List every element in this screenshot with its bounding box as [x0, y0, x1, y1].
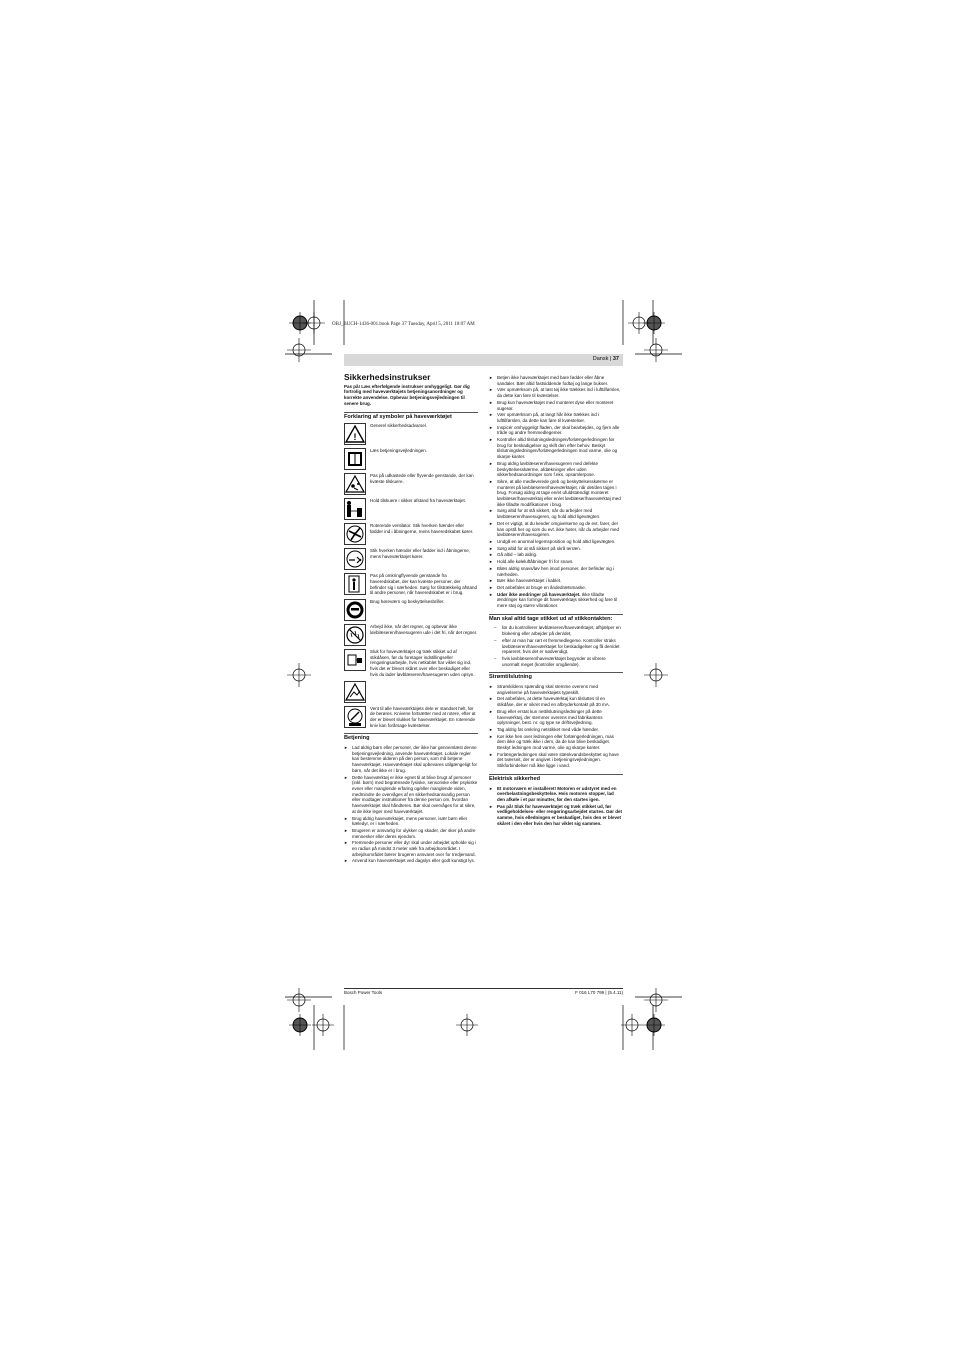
list-item-text: Kontroller altid tilslutningsledningen/forlængerledningen før brug for beskadigelser og skift den efter behov. Beskyt tilslutningsledningen/forlængerledningen mod varme, olie og skarpe kanter. [497, 437, 618, 460]
list-item: ► Udør ikke ændringer på haveværktøjet. Ikke tilladte ændringer kan forringe dit haveværktøjs sikkerhed og føre til mere støj og større vibrationer. [489, 591, 618, 609]
modify-bold: Udør ikke ændringer på haveværktøjet. [497, 591, 581, 597]
list-item-text: Sørg altid for at stå sikkert på skrå terræn. [497, 545, 582, 551]
list-item-text: Vær opmærksom på, at løst tøj ikke trækkes ind i lufttilførslen, da dette kan føre til kvæstelser. [497, 387, 621, 399]
list-item-text: Det anbefales at bruge en åndedrætsmaske. [497, 584, 587, 590]
modify-rest: Ikke tilladte ændringer kan forringe dit haveværktøjs sikkerhed og føre til mere støj og større vibrationer. [497, 591, 618, 609]
list-item-text: Brug eller erstat kun nettilslutningsledninger på dette haveværktøj, der stemmer overens med fabrikantens oplysninger, best. nr. og type se driftsvejledning. [497, 708, 603, 726]
list-item-text: Gå altid – løb aldrig. [497, 552, 538, 558]
bullet-arrow-icon: ► [489, 751, 493, 757]
bullet-arrow-icon: ► [489, 552, 493, 558]
bullet-arrow-icon: ► [344, 858, 348, 864]
list-item-text: Hold alle køleluftåbninger fri for snavs. [497, 559, 574, 565]
footer-brand: Bosch Power Tools [344, 990, 383, 995]
list-item-text: efter at man har rørt et fremmedlegeme. Kontroller straks løvblæseren/haveværktøjet for beskadigelser og få den/det repareret, hvis det er nødvendigt, [502, 637, 620, 655]
bullet-arrow-icon: ► [489, 424, 493, 430]
intro-text: Pas på! Læs efterfølgende instrukser omhyggeligt. Gør dig fortrolig med haveværktøjets betjeningsanordninger og korrekte anvendelse. Opbevar betjeningsvejledningen til senere brug. [344, 383, 470, 406]
registration-crosshair-icon [621, 1014, 643, 1036]
bullet-arrow-icon: ► [489, 412, 493, 418]
bullet-arrow-icon: ► [344, 827, 348, 833]
list-item-text: Dette haveværktøj er ikke egnet til at blive brugt af personer (inkl. børn) med begrænsede fysiske, sensoriske eller psykiske evner eller manglende erfaring og/eller manglende viden, medmindre de overvåges af en sikkerhedsansvarlig person eller modtager instruktioner fra denne person om, hvordan haveværktøjet skal håndteres. Bør skal overvåges for at sikre, at de ikke leger med haveværktøjet. [352, 774, 478, 814]
list-item-text: Det er vigtigt, at du kender omgivelserne og de evt. farer, der kan opstå her og som du evt. ikke hører, når du arbejder med løvblæseren/havesugeren. [497, 520, 620, 538]
dash-marker: – [494, 637, 497, 643]
bullet-arrow-icon: ► [489, 375, 493, 380]
registration-crosshair-icon [312, 1014, 334, 1036]
svg-text:!: ! [353, 432, 357, 443]
bullet-arrow-icon: ► [489, 559, 493, 565]
list-item-text: Anvend kun haveværktøjet ved dagslys eller godt kunstigt lys. [352, 858, 476, 864]
bullet-arrow-icon: ► [489, 460, 493, 466]
bullet-arrow-icon: ► [489, 387, 493, 393]
electric-heading: Elektrisk sikkerhed [489, 774, 623, 783]
bullet-arrow-icon: ► [489, 538, 493, 544]
list-item-text: Kør ikke hen over ledningen eller forlængerledningen, mas dem ikke og træk ikke i dem, da de kan blive beskadiget. Beskyt ledningen mod varme, olie og skarpe kanter. [497, 733, 614, 751]
bullet-arrow-icon: ► [489, 584, 493, 590]
registration-crosshair-icon [644, 338, 668, 362]
symbol-description: Vent til alle haveværktøjets dele er standset helt, før de berøres. Knivene fortsætter med at rotere, efter at der er blevet slukket for haveværktøjet. En roterende kniv kan forårsage kvæstelser. [370, 705, 476, 728]
bullet-arrow-icon: ► [489, 803, 493, 809]
bullet-arrow-icon: ► [489, 520, 493, 526]
bullet-arrow-icon: ► [344, 745, 348, 751]
power-heading: Strømtilslutning [489, 672, 623, 681]
dash-marker: – [494, 655, 497, 661]
list-item-text: før du kontrollerer løvblæseren/haveværktøjet, afhjælper en blokering eller arbejder på den/det, [502, 625, 621, 637]
symbol-description: Generel sikkerhedsadvarsel. [370, 423, 428, 429]
symbol-description: Stik hverken hænder eller fødder ind i åbningerne, mens haveværktøjet kører. [370, 548, 471, 559]
registration-crosshair-icon [628, 312, 650, 334]
unplug-heading: Man skal altid tage stikket ud af stikkontakten: [489, 614, 623, 623]
bullet-arrow-icon: ► [344, 774, 348, 780]
symbol-description: Roterende ventilator. Stik hverken hænder eller fødder ind i åbningerne, mens haveredskabet kører. [370, 523, 474, 534]
registration-crosshair-icon [287, 338, 311, 362]
list-item-text: Lad aldrig børn eller personer, der ikke har gennemlæst denne betjeningsvejledning, anvende haveværktøjet. Lokale regler kan bestemme alderen på den person, som må betjene haveværktøjet. Haveværktøjet skal opbevares utilgængeligt for børn, når det ikke er i brug. [352, 745, 478, 773]
list-item-text: Sørg altid for at stå sikkert, når du arbejder med løvblæseren/havesugeren, og hold altid ligevægten. [497, 508, 601, 520]
header-page-number: 37 [612, 356, 619, 362]
list-item-text: Vær opmærksom på, at langt hår ikke trækkes ind i lufttilførslen, da dette kan føre til kvæstelser. [497, 412, 600, 423]
list-item-text: Betjen ikke haveværktøjet med bare fødder eller åbne sandaler. Bær altid fastsiddende fodtøj og lange bukser. [497, 375, 609, 386]
symbol-description: Arbejd ikke, når det regner, og opbevar ikke løvblæseren/havesugeren ude i det fri, når det regner. [370, 624, 478, 635]
symbol-description: Sluk for haveværktøjet og træk stikket ud af stikdåsen, før du foretager indstillingseller rengøringsarbejde, hvis netkablet har viklet sig ind, hvis det er blevet skåret over eller beskadiget eller hvis du lader løvblæseren/havesugeren uden opsyn. [370, 649, 475, 677]
list-item-text: Brug aldrig løvblæseren/havesugeren med defekte beskyttelsesskærme, afdækninger eller uden sikkerhedsanordninger som f.eks. opsamlerpose. [497, 460, 599, 478]
registration-disc-icon [643, 1014, 665, 1036]
registration-crosshair-icon [287, 663, 311, 687]
header-text: Dansk | 37 [592, 356, 619, 362]
list-item-text: Brug kun haveværktøjet med monteret dyse eller monteret sugerør. [497, 399, 614, 411]
bullet-arrow-icon: ► [489, 684, 493, 690]
print-info-line: OBJ_BUCH-1436-001.book Page 37 Tuesday, April 5, 2011 10:07 AM [332, 322, 475, 327]
bullet-arrow-icon: ► [489, 578, 493, 584]
list-item-text: Pas på! Sluk for haveværktøjet og træk stikket ud, før vedligeholdelses- eller rengøringsarbejdet startes. Gør det samme, hvis elledningen er beskadiget, hvis den er blevet skåret i den eller hvis den har viklet sig sammen. [497, 803, 623, 826]
list-item-text: Forlængerledningen skal være stænkvandsbeskyttet og have det tværsnit, der er angivet i betjeningsvejledningen. Stikforbindelser må ikke ligge i vand. [497, 751, 619, 769]
dash-marker: – [494, 625, 497, 631]
symbol-description: Brug høreværn og beskyttelsesbriller. [370, 599, 445, 605]
symbol-description: Læs betjeningsvejledningen. [370, 448, 428, 454]
registration-crosshair-icon [287, 988, 311, 1012]
bullet-arrow-icon: ► [489, 708, 493, 714]
list-item-text: Tag aldrig fat omkring netstikket med våde hænder. [497, 726, 600, 732]
list-item-text: Et motorværn er installeret! Motoren er udstyret med en overbelastningsbeskyttelse. Hvis motoren stopper, lad den afkøle i et par minutter, før den startes igen. [497, 785, 617, 802]
symbol-description: Hold tilskuere i sikker afstand fra haveværktøjet. [370, 498, 467, 504]
registration-crosshair-icon [303, 312, 325, 334]
bullet-arrow-icon: ► [489, 785, 493, 791]
list-item-text: Inspicér omhyggeligt fladen, der skal bearbejdes, og fjern alle tråde og andre fremmedlegemer. [497, 424, 620, 436]
registration-disc-icon [289, 1014, 311, 1036]
bullet-arrow-icon: ► [489, 696, 493, 702]
bullet-arrow-icon: ► [489, 733, 493, 739]
list-item-text: Undgå en anormal legemsposition og hold altid ligevægten. [497, 538, 616, 544]
bullet-arrow-icon: ► [489, 508, 493, 514]
list-item-text: hvis løvblæseren/haveværktøjet begynder at vibrere unormalt meget (kontroller omgående). [502, 655, 606, 667]
bullet-arrow-icon: ► [489, 565, 493, 571]
list-item-text: Blæs aldrig snavs/løv hen imod personer, der befinder sig i nærheden. [497, 565, 615, 577]
bullet-arrow-icon: ► [489, 478, 493, 484]
registration-crosshair-icon [644, 988, 668, 1012]
list-item-text: Brug aldrig haveværktøjet, mens personer, især børn eller kæledyr, er i nærheden. [352, 815, 468, 827]
operation-heading: Betjening [344, 733, 478, 742]
symbol-description: Pas på udkastede eller flyvende genstande, der kan kvæste tilskuere. [370, 473, 474, 484]
footer-docnumber: F 016 L70 799 | (5.4.11) [575, 990, 623, 995]
list-item-text: Brugeren er ansvarlig for ulykker og skader, der sker på andre mennesker eller deres ejendom. [352, 827, 476, 839]
list-item-text: Bær ikke haveværktøjet i kablet. [497, 578, 562, 584]
bullet-arrow-icon: ► [344, 815, 348, 821]
bullet-arrow-icon: ► [489, 437, 493, 443]
header-language: Dansk [592, 356, 609, 362]
registration-crosshair-icon [644, 663, 668, 687]
bullet-arrow-icon: ► [344, 840, 348, 846]
list-item-text: Sikre, at alle medleverede greb og beskyttelsesskærme er monteret på løvblæseren/haveværktøjet, når det/den tages i brug. Forsøg aldrig at tage en/et ufuldstændigt monteret løvblæser/haveværktøj eller en/et løvblæser/haveværktøj med ikke tilladte modifikationer i brug. [497, 478, 621, 507]
registration-crosshair-icon [456, 1014, 478, 1036]
symbols-heading: Forklaring af symboler på haveværktøjet [344, 412, 478, 421]
bullet-arrow-icon: ► [489, 726, 493, 732]
symbol-description: Pas på omkringflyvende genstande fra haveredskabet, der kan kvæste personer, der befinder sig i nærheden. Sørg for tilstrækkelig afstand til andre personer, når haveredskabet er i brug. [370, 573, 478, 596]
page-title: Sikkerhedsinstrukser [344, 372, 431, 382]
list-item-text: Det anbefales, at dette haveværktøj kun tilsluttes til en stikdåse, der er sikret med en afbryderkontakt på 30 mA. [497, 696, 611, 708]
list-item-text: Strømkildens spænding skal stemme overens med angivelserne på haveværktøjets typeskilt. [497, 684, 599, 695]
bullet-arrow-icon: ► [489, 545, 493, 551]
list-item-text: Fremmede personer eller dyr skal under arbejdet opholde sig i en radius på mindst 3 meter væk fra arbejdsområdet. I arbejdsområdet bærer brugeren ansvaret over for tredjemand. [352, 840, 477, 857]
bullet-arrow-icon: ► [489, 399, 493, 405]
